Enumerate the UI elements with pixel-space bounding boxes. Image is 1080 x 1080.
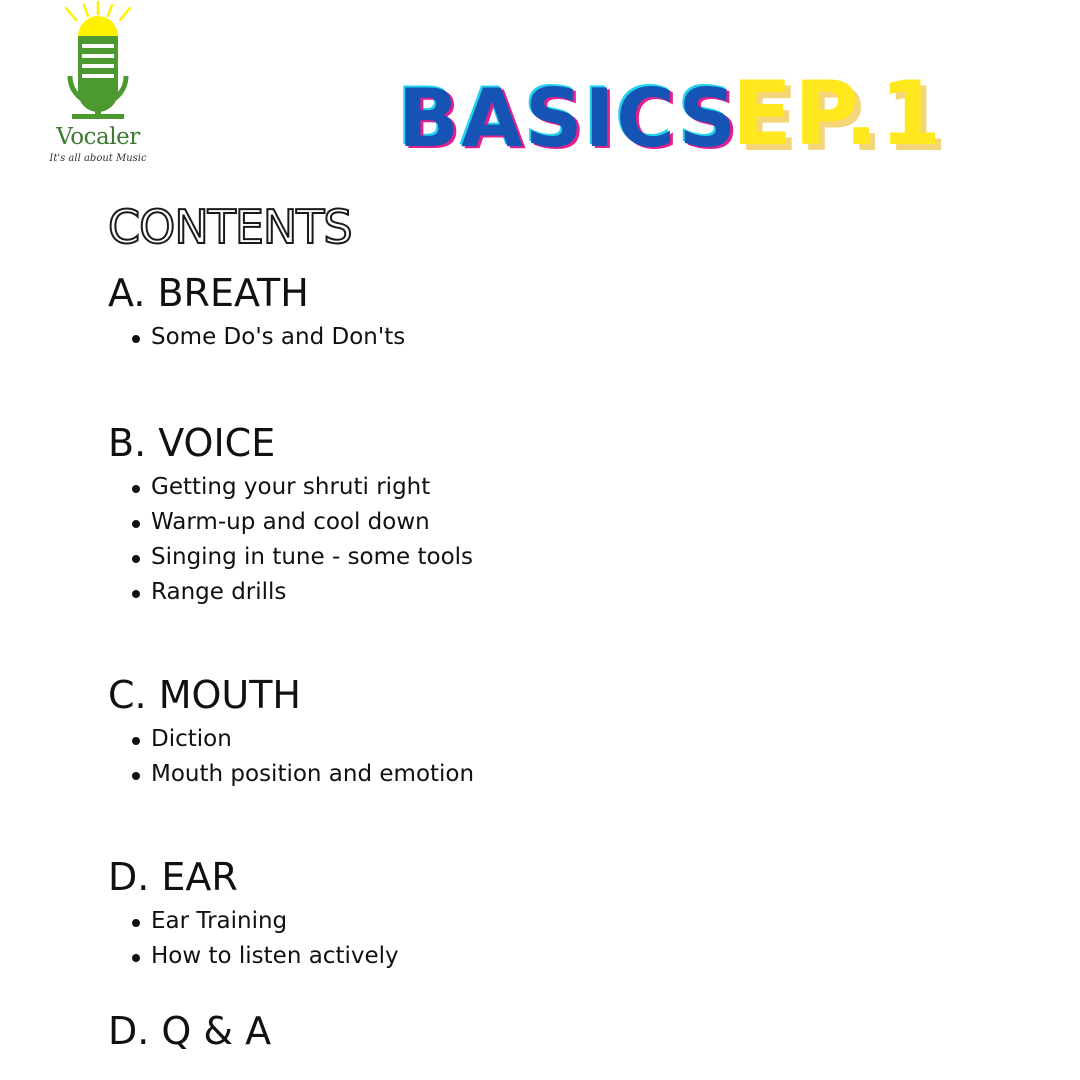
section-heading: D. Q & A <box>108 1009 272 1053</box>
logo-name: Vocaler <box>56 124 140 150</box>
logo-tagline: It's all about Music <box>49 153 147 164</box>
section-ear <box>108 854 399 974</box>
section-heading: D. EAR <box>108 855 238 899</box>
list-item: Some Do's and Don'ts <box>132 320 405 355</box>
list-item: Ear Training <box>132 904 399 939</box>
section-heading: A. BREATH <box>108 271 309 315</box>
microphone-icon <box>58 0 138 124</box>
list-item: Mouth position and emotion <box>132 757 474 792</box>
section-list <box>108 470 473 610</box>
list-item: Warm-up and cool down <box>132 505 473 540</box>
section-mouth <box>108 672 474 792</box>
vocaler-logo <box>48 0 148 172</box>
section-qa <box>108 1008 271 1054</box>
section-list <box>108 722 474 792</box>
list-item: Getting your shruti right <box>132 470 473 505</box>
title-episode: EP.1 <box>732 62 944 165</box>
contents-heading: CONTENTS <box>108 200 352 254</box>
section-heading: C. MOUTH <box>108 673 301 717</box>
list-item: Singing in tune - some tools <box>132 540 473 575</box>
list-item: How to listen actively <box>132 939 399 974</box>
title-basics: BASICS <box>398 72 739 165</box>
section-list <box>108 904 399 974</box>
section-voice <box>108 420 473 610</box>
list-item: Diction <box>132 722 474 757</box>
section-heading: B. VOICE <box>108 421 276 465</box>
section-list <box>108 320 405 355</box>
list-item: Range drills <box>132 575 473 610</box>
section-breath <box>108 270 405 355</box>
